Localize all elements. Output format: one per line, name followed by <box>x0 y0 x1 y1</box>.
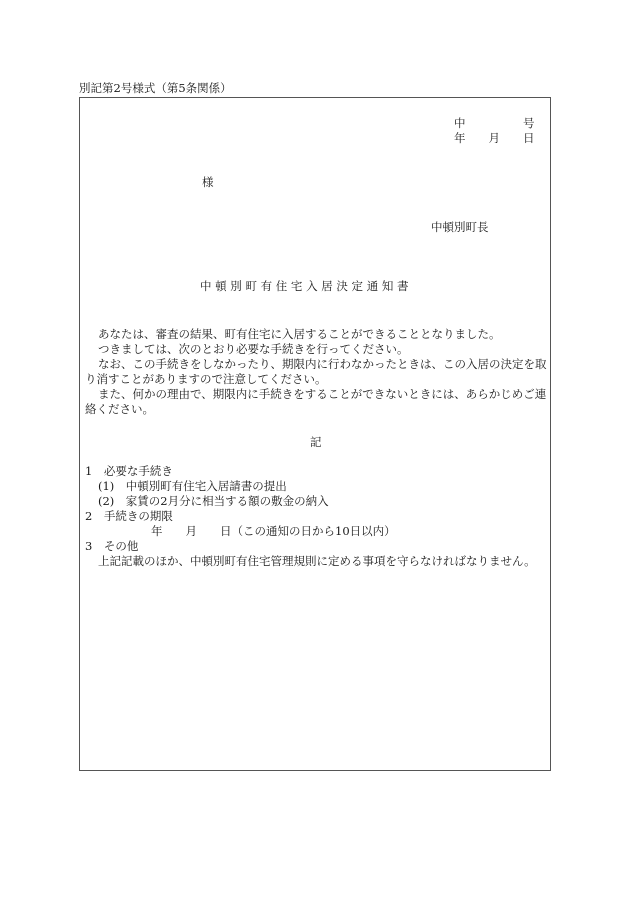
body-line-6: 絡ください。 <box>85 402 154 416</box>
section-1-title: 1 必要な手続き <box>85 464 173 478</box>
body-line-4: り消すことがありますので注意してください。 <box>85 372 327 386</box>
form-label: 別記第2号様式（第5条関係） <box>79 81 232 95</box>
body-line-5: また、何かの理由で、期限内に手続きをすることができないときには、あらかじめご連 <box>98 387 547 401</box>
deadline-date: 年 月 日（この通知の日から10日以内） <box>151 524 396 538</box>
section-2-title: 2 手続きの期限 <box>85 509 173 523</box>
issuer: 中頓別町長 <box>431 220 489 234</box>
addressee-suffix: 様 <box>202 175 214 189</box>
body-line-3: なお、この手続きをしなかったり、期限内に行わなかったときは、この入居の決定を取 <box>98 357 547 371</box>
notice-title: 中 頓 別 町 有 住 宅 入 居 決 定 通 知 書 <box>200 279 409 293</box>
section-3-title: 3 その他 <box>85 539 139 553</box>
section-3-text: 上記記載のほか、中頓別町有住宅管理規則に定める事項を守らなければなりません。 <box>98 554 536 568</box>
body-line-2: つきましては、次のとおり必要な手続きを行ってください。 <box>98 342 409 356</box>
reference-date: 年 月 日 <box>454 131 535 145</box>
reference-number: 中 号 <box>454 116 535 130</box>
section-1-item-1: (1) 中頓別町有住宅入居請書の提出 <box>98 479 287 493</box>
section-1-item-2: (2) 家賃の2月分に相当する額の敷金の納入 <box>98 494 329 508</box>
body-line-1: あなたは、審査の結果、町有住宅に入居することができることとなりました。 <box>98 327 501 341</box>
notice-frame <box>79 97 551 771</box>
ki-heading: 記 <box>310 435 322 449</box>
